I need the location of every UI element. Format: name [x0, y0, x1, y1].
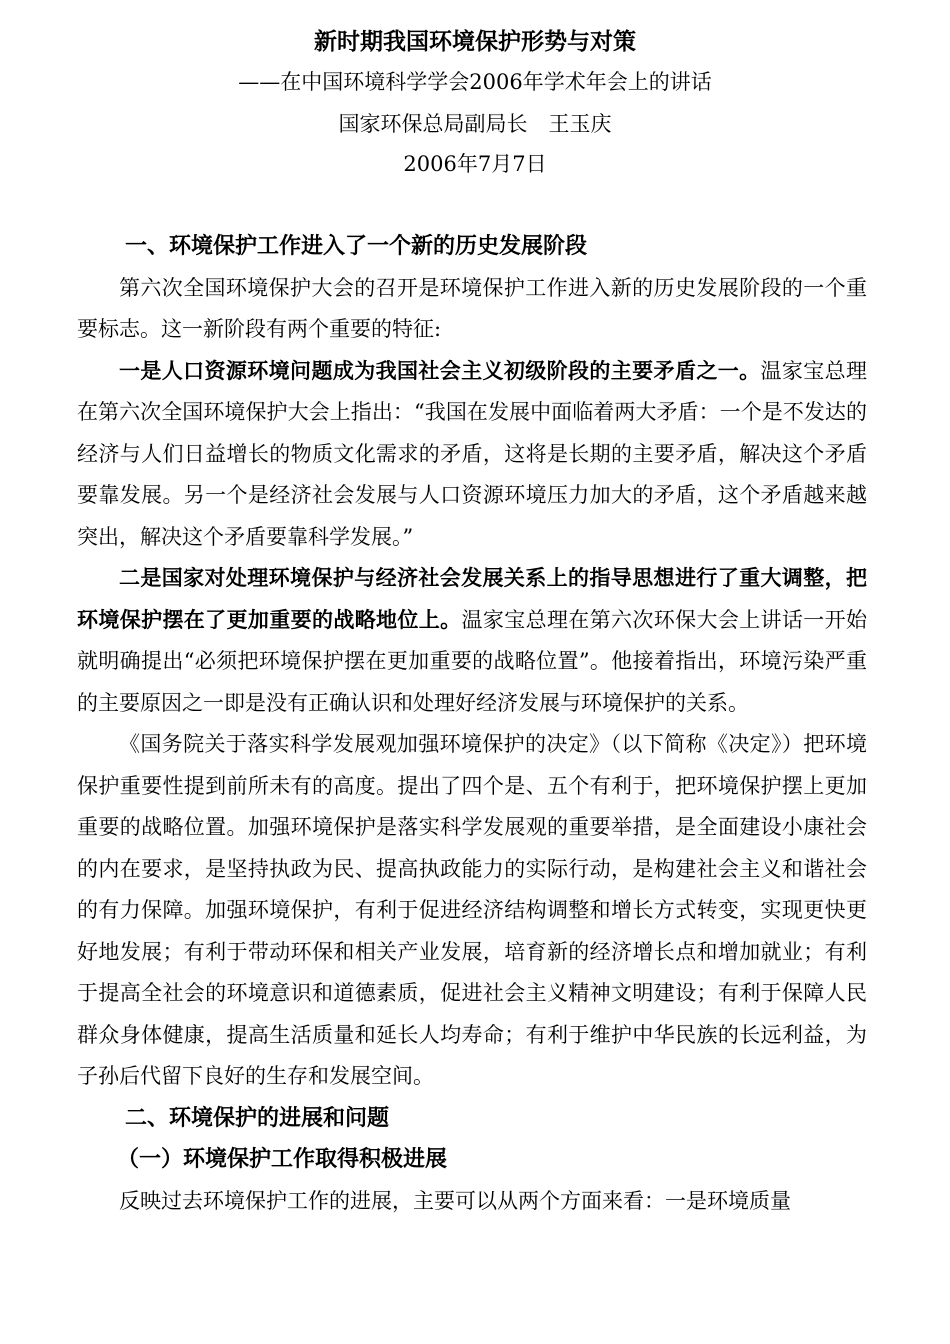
paragraph-1: 第六次全国环境保护大会的召开是环境保护工作进入新的历史发展阶段的一个重要标志。这一新阶段有两个重要的特征: [77, 275, 867, 341]
section-2-heading: 二、环境保护的进展和问题 [125, 1105, 390, 1131]
section-2-subheading-1: （一）环境保护工作取得积极进展 [117, 1147, 448, 1172]
paragraph-2-lead: 一是人口资源环境问题成为我国社会主义初级阶段的主要矛盾之一。 [119, 358, 761, 383]
document-date: 2006年7月7日 [403, 152, 547, 176]
paragraph-4: 《国务院关于落实科学发展观加强环境保护的决定》（以下简称《决定》）把环境保护重要性提到前所未有的高度。提出了四个是、五个有利于，把环境保护摆上更加重要的战略位置。加强环境保护是落实科学发展观的重要举措，是全面建设小康社会的内在要求，是坚持执政为民、提高执政能力的实际行动，是构建社会主义和谐社会的有力保障。加强环境保护，有利于促进经济结构调整和增长方式转变，实现更快更好地发展；有利于带动环保和相关产业发展，培育新的经济增长点和增加就业；有利于提高全社会的环境意识和道德素质，促进社会主义精神文明建设；有利于保障人民群众身体健康，提高生活质量和延长人均寿命；有利于维护中华民族的长远利益，为子孙后代留下良好的生存和发展空间。 [77, 732, 867, 1088]
document-author: 国家环保总局副局长 王玉庆 [338, 112, 612, 136]
paragraph-3-lead: 二是国家对处理环境保护与经济社会发展关系上的指导思想进行了重大调整，把环境保护摆在了更加重要的战略地位上。 [77, 566, 867, 632]
paragraph-3 [77, 558, 867, 724]
section-1-heading: 一、环境保护工作进入了一个新的历史发展阶段 [125, 234, 588, 259]
paragraph-3-text: 温家宝总理在第六次环保大会上讲话一开始就明确提出“必须把环境保护摆在更加重要的战略位置”。他接着指出，环境污染严重的主要原因之一即是没有正确认识和处理好经济发展与环境保护的关系。 [77, 607, 867, 715]
document-subtitle: ——在中国环境科学学会2006年学术年会上的讲话 [238, 70, 712, 94]
document-title: 新时期我国环境保护形势与对策 [314, 29, 636, 55]
paragraph-2 [77, 351, 867, 559]
paragraph-2-text: 温家宝总理在第六次全国环境保护大会上指出：“我国在发展中面临着两大矛盾：一个是不发达的经济与人们日益增长的物质文化需求的矛盾，这将是长期的主要矛盾，解决这个矛盾要靠发展。另一个是经济社会发展与人口资源环境压力加大的矛盾，这个矛盾越来越突出，解决这个矛盾要靠科学发展。” [77, 358, 867, 549]
document-body [77, 226, 867, 1222]
paragraph-5: 反映过去环境保护工作的进展，主要可以从两个方面来看：一是环境质量 [119, 1188, 791, 1213]
